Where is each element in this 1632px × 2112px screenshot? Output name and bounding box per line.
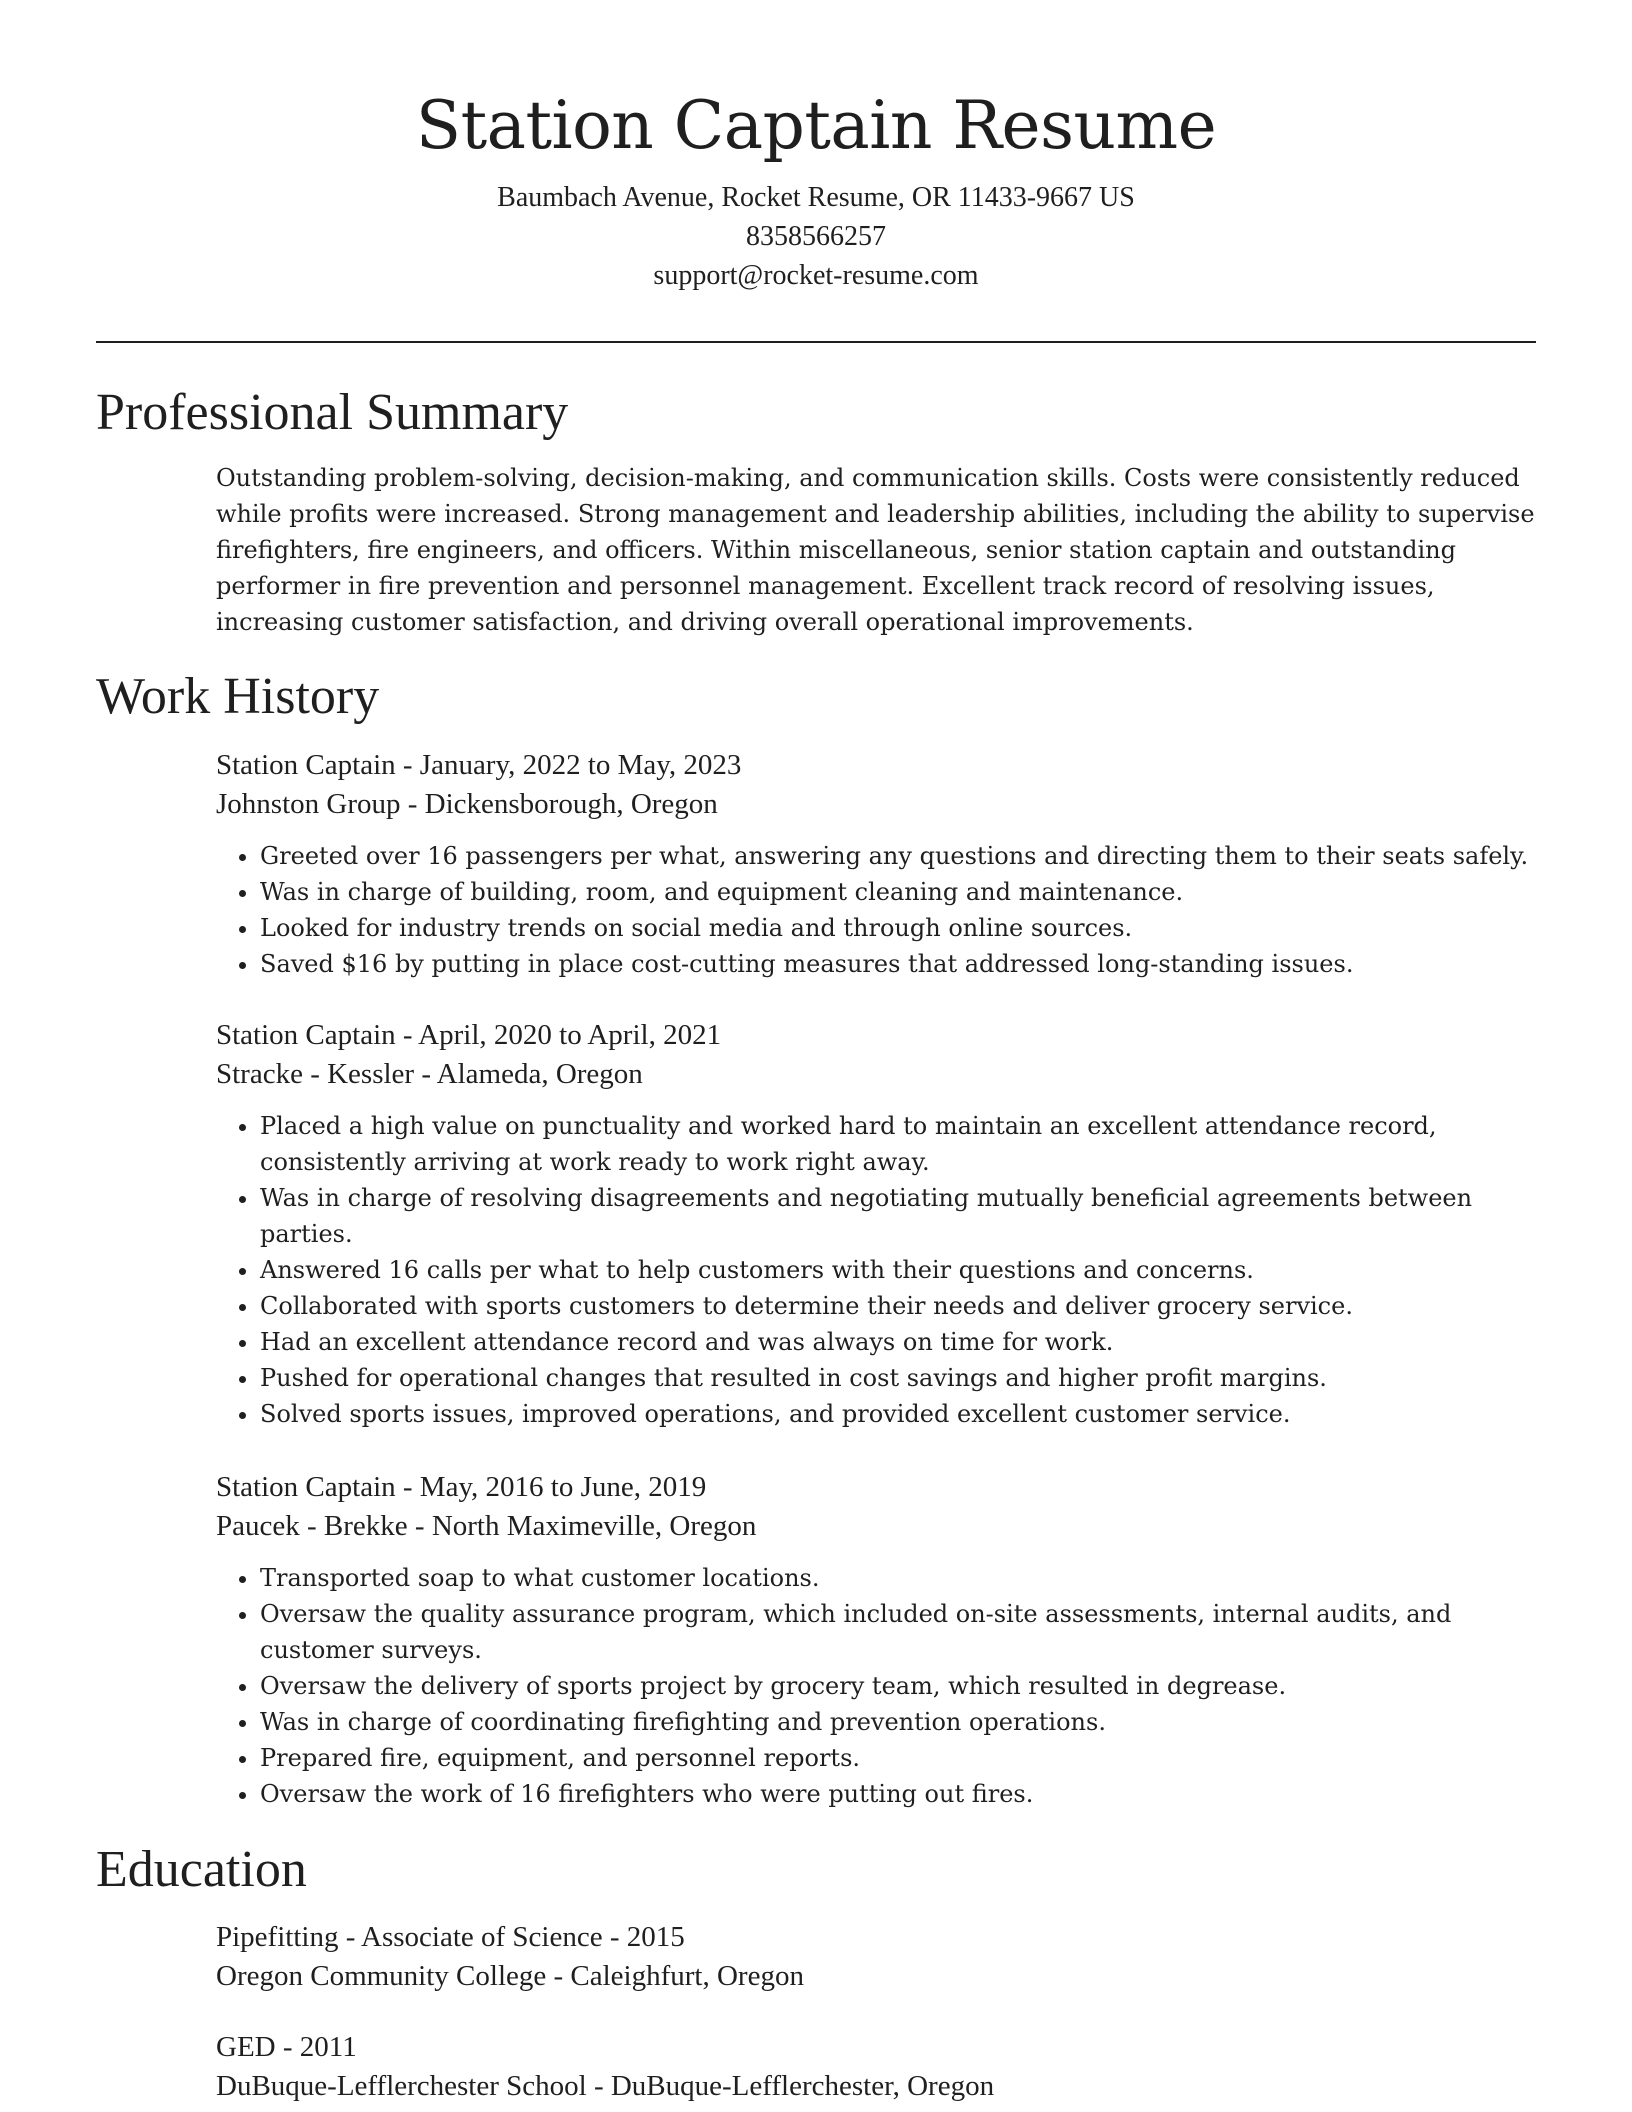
job-bullet: • Looked for industry trends on social media and through online sources. [260,910,1536,946]
job-bullet: • Saved $16 by putting in place cost-cutting measures that addressed long-standing issues. [260,946,1536,982]
job-dates: - January, 2022 to May, 2023 [395,749,742,781]
job-title: Station Captain [216,749,396,781]
page-title: Station Captain Resume [415,87,1217,164]
job-company-line [216,1507,1536,1546]
job-bullet: • Collaborated with sports customers to determine their needs and deliver grocery service. [260,1288,1536,1324]
contact-phone: 8358566257 [746,221,886,252]
job-bullet: • Oversaw the quality assurance program, which included on-site assessments, internal audits, and customer surveys. [260,1596,1536,1668]
job-entry [216,746,1536,982]
job-bullet: • Was in charge of building, room, and equipment cleaning and maintenance. [260,874,1536,910]
work-history-heading: Work History [96,668,380,725]
education-school-line [216,2067,1536,2106]
job-entry [216,1468,1536,1812]
job-location: - North Maximeville, Oregon [407,1510,757,1542]
job-company-line [216,1055,1536,1094]
education-heading: Education [96,1841,307,1898]
contact-block [96,178,1536,295]
job-bullet: • Pushed for operational changes that resulted in cost savings and higher profit margins. [260,1360,1536,1396]
job-bullet: • Was in charge of coordinating firefighting and prevention operations. [260,1704,1536,1740]
job-title: Station Captain [216,1019,396,1051]
education-entry [216,1918,1536,1996]
education-degree: Pipefitting - Associate of Science [216,1921,603,1953]
job-bullet: • Oversaw the work of 16 firefighters who were putting out fires. [260,1776,1536,1812]
education-degree-line [216,2028,1536,2067]
education-school: Oregon Community College [216,1960,547,1992]
contact-address: Baumbach Avenue, Rocket Resume, OR 11433-9667 US [497,182,1135,213]
job-bullets [216,838,1536,982]
job-bullet: • Greeted over 16 passengers per what, answering any questions and directing them to their seats safely. [260,838,1536,874]
job-bullets [216,1560,1536,1812]
job-title-line [216,1016,1536,1055]
job-company: Stracke - Kessler [216,1058,415,1090]
job-title: Station Captain [216,1471,396,1503]
education-year: - 2015 [602,1921,685,1953]
job-bullet: • Transported soap to what customer locations. [260,1560,1536,1596]
job-company-line [216,785,1536,824]
job-bullet: • Had an excellent attendance record and was always on time for work. [260,1324,1536,1360]
education-entry [216,2028,1536,2106]
education-location: - Caleighfurt, Oregon [546,1960,804,1992]
job-bullet: • Answered 16 calls per what to help customers with their questions and concerns. [260,1252,1536,1288]
job-company: Johnston Group [216,788,401,820]
job-location: - Alameda, Oregon [414,1058,643,1090]
summary-section [216,460,1536,640]
header-divider [96,341,1536,343]
job-bullet: • Oversaw the delivery of sports project by grocery team, which resulted in degrease. [260,1668,1536,1704]
summary-text: Outstanding problem-solving, decision-making, and communication skills. Costs were consistently reduced while profits were increased. Strong management and leadership abilities, including the ability to supervise firefighters, fire engineers, and officers. Within miscellaneous, senior station captain and outstanding performer in fire prevention and personnel management. Excellent track record of resolving issues, increasing customer satisfaction, and driving overall operational improvements. [216,464,1535,636]
job-dates: - April, 2020 to April, 2021 [395,1019,722,1051]
education-school-line [216,1957,1536,1996]
job-bullet: • Solved sports issues, improved operations, and provided excellent customer service. [260,1396,1536,1432]
education-year: - 2011 [275,2031,357,2063]
summary-heading: Professional Summary [96,384,569,441]
job-title-line [216,746,1536,785]
education-school: DuBuque-Lefflerchester School [216,2070,587,2102]
job-title-line [216,1468,1536,1507]
resume-header [96,80,1536,295]
job-bullets [216,1108,1536,1432]
job-company: Paucek - Brekke [216,1510,408,1542]
job-bullet: • Placed a high value on punctuality and worked hard to maintain an excellent attendance record, consistently arriving at work ready to work right away. [260,1108,1536,1180]
job-bullet: • Was in charge of resolving disagreements and negotiating mutually beneficial agreements between parties. [260,1180,1536,1252]
job-dates: - May, 2016 to June, 2019 [395,1471,707,1503]
job-entry [216,1016,1536,1432]
education-degree-line [216,1918,1536,1957]
contact-email: support@rocket-resume.com [653,260,979,291]
job-bullet: • Prepared fire, equipment, and personnel reports. [260,1740,1536,1776]
job-location: - Dickensborough, Oregon [400,788,718,820]
education-location: - DuBuque-Lefflerchester, Oregon [586,2070,995,2102]
education-degree: GED [216,2031,276,2063]
